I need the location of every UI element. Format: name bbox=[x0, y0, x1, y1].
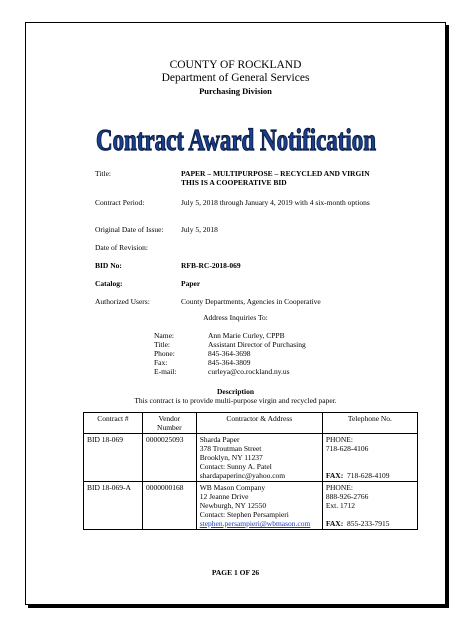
title-value-line1: PAPER – MULTIPURPOSE – RECYCLED AND VIRGIN bbox=[181, 169, 370, 178]
department-name: Department of General Services bbox=[161, 72, 310, 84]
vendor-email[interactable]: shardapaperinc@yahoo.com bbox=[199, 471, 286, 480]
contact-phone-label: Phone: bbox=[154, 349, 175, 358]
fax-number: 718-628-4109 bbox=[346, 471, 390, 480]
banner-title-text: Contract Award Notification bbox=[95, 122, 376, 157]
row-telephone bbox=[322, 434, 417, 482]
header-vendor-line2: Number bbox=[157, 423, 182, 432]
contract-period-value: July 5, 2018 through January 4, 2019 with 4 six-month options bbox=[181, 198, 370, 207]
catalog-label: Catalog: bbox=[95, 279, 123, 288]
contact-title-label: Title: bbox=[154, 340, 170, 349]
document-page bbox=[25, 22, 446, 605]
address-inquiries-heading: Address Inquiries To: bbox=[203, 313, 268, 322]
authorized-users-label: Authorized Users: bbox=[95, 297, 150, 306]
row-contract-number: BID 18-069-A bbox=[84, 482, 143, 530]
header-vendor-line1: Vendor bbox=[158, 414, 181, 423]
contact-name-value: Ann Marie Curley, CPPB bbox=[208, 331, 285, 340]
catalog-value: Paper bbox=[181, 279, 201, 288]
table-row bbox=[84, 434, 418, 482]
phone-number: 718-628-4106 bbox=[325, 444, 369, 453]
revision-date-label: Date of Revision: bbox=[95, 243, 148, 252]
title-banner bbox=[26, 114, 445, 160]
header-telephone: Telephone No. bbox=[322, 413, 417, 434]
contact-phone-value: 845-364-3698 bbox=[208, 349, 251, 358]
header-vendor-number bbox=[142, 413, 196, 434]
table-header-row bbox=[84, 413, 418, 434]
contact-fax-label: Fax: bbox=[154, 358, 168, 367]
contracts-table bbox=[83, 412, 418, 530]
phone-number: 888-926-2766 bbox=[325, 492, 369, 501]
title-value-line2: THIS IS A COOPERATIVE BID bbox=[181, 178, 287, 187]
vendor-street: 12 Jeanne Drive bbox=[199, 492, 249, 501]
vendor-city: Brooklyn, NY 11237 bbox=[199, 453, 263, 462]
issue-date-value: July 5, 2018 bbox=[181, 225, 218, 234]
header-contractor-address: Contractor & Address bbox=[196, 413, 322, 434]
title-label: Title: bbox=[95, 169, 111, 178]
fax-number: 855-233-7915 bbox=[346, 519, 390, 528]
vendor-name: WB Mason Company bbox=[199, 483, 266, 492]
row-vendor-number: 0000025093 bbox=[142, 434, 196, 482]
vendor-contact: Contact: Stephen Persampieri bbox=[199, 510, 289, 519]
fax-line bbox=[326, 471, 414, 480]
fax-label: FAX: bbox=[325, 519, 344, 528]
vendor-contact: Contact: Sunny A. Patel bbox=[199, 462, 272, 471]
row-telephone bbox=[322, 482, 417, 530]
fax-line bbox=[326, 519, 414, 528]
description-text: This contract is to provide multi-purpose virgin and recycled paper. bbox=[134, 396, 337, 405]
vendor-street: 378 Troutman Street bbox=[199, 444, 262, 453]
contact-email-value[interactable]: curleya@co.rockland.ny.us bbox=[208, 367, 290, 376]
contact-fax-value: 845-364-3809 bbox=[208, 358, 251, 367]
bid-number-value: RFB-RC-2018-069 bbox=[181, 261, 241, 270]
bid-number-label: BID No: bbox=[95, 261, 122, 270]
division-name: Purchasing Division bbox=[199, 86, 272, 96]
vendor-name: Sharda Paper bbox=[199, 435, 240, 444]
vendor-email-link[interactable]: stephen.persampieri@wbmason.com bbox=[199, 519, 311, 528]
page-number: PAGE 1 OF 26 bbox=[211, 568, 260, 577]
table-row bbox=[84, 482, 418, 530]
phone-label: PHONE: bbox=[325, 483, 353, 492]
row-contractor-address bbox=[196, 434, 322, 482]
contract-period-label: Contract Period: bbox=[95, 198, 145, 207]
row-contractor-address bbox=[196, 482, 322, 530]
header-contract-number: Contract # bbox=[84, 413, 143, 434]
row-contract-number: BID 18-069 bbox=[84, 434, 143, 482]
document-header bbox=[26, 59, 445, 97]
county-name: COUNTY OF ROCKLAND bbox=[169, 59, 302, 71]
issue-date-label: Original Date of Issue: bbox=[95, 225, 164, 234]
phone-extension: Ext. 1712 bbox=[325, 501, 356, 510]
contact-email-label: E-mail: bbox=[154, 367, 177, 376]
fax-label: FAX: bbox=[325, 471, 344, 480]
row-vendor-number: 0000000168 bbox=[142, 482, 196, 530]
contact-name-label: Name: bbox=[154, 331, 174, 340]
authorized-users-value: County Departments, Agencies in Cooperative bbox=[181, 297, 321, 306]
description-title: Description bbox=[216, 387, 255, 396]
contact-title-value: Assistant Director of Purchasing bbox=[208, 340, 306, 349]
title-banner-art bbox=[91, 114, 381, 160]
phone-label: PHONE: bbox=[325, 435, 353, 444]
vendor-city: Newburgh, NY 12550 bbox=[199, 501, 267, 510]
